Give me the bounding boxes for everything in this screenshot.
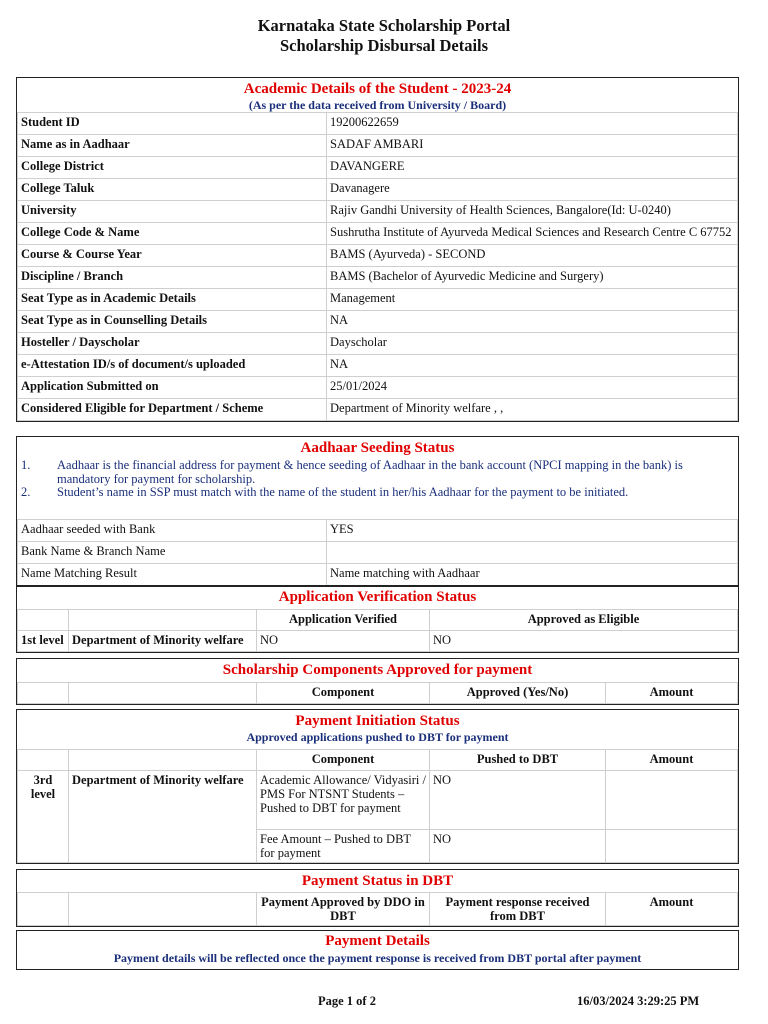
field-value: Davanagere <box>327 179 738 201</box>
field-label: Discipline / Branch <box>18 267 327 289</box>
verification-section <box>16 585 739 653</box>
col-amount: Amount <box>606 750 738 771</box>
field-label: Course & Course Year <box>18 245 327 267</box>
field-label: University <box>18 201 327 223</box>
academic-section-title: Academic Details of the Student - 2023-24 <box>243 81 512 97</box>
col-approved-yes-no: Approved (Yes/No) <box>430 683 606 704</box>
components-section-title: Scholarship Components Approved for payment <box>222 662 533 678</box>
table-row <box>18 113 738 135</box>
aadhaar-note-1: Aadhaar is the financial address for payment & hence seeding of Aadhaar in the bank account (NPCI mapping in the bank) is mandatory for payment for scholarship. <box>57 458 683 486</box>
col-component: Component <box>257 683 430 704</box>
component-name: Fee Amount – Pushed to DBT for payment <box>257 830 430 863</box>
payment-details-section <box>16 930 739 970</box>
col-component: Component <box>257 750 430 771</box>
page-number: Page 1 of 2 <box>318 994 376 1008</box>
aadhaar-table <box>17 519 738 586</box>
field-value: NA <box>327 311 738 333</box>
academic-details-section <box>16 77 739 422</box>
field-value: Name matching with Aadhaar <box>327 564 738 586</box>
note-number: 1. <box>21 458 31 472</box>
table-row <box>18 333 738 355</box>
table-row <box>18 289 738 311</box>
field-label: Application Submitted on <box>18 377 327 399</box>
table-row <box>18 542 738 564</box>
component-name: Academic Allowance/ Vidyasiri / PMS For NTSNT Students – Pushed to DBT for payment <box>257 771 430 830</box>
page-title: Scholarship Disbursal Details <box>279 36 489 55</box>
print-timestamp: 16/03/2024 3:29:25 PM <box>577 994 700 1008</box>
field-label: Name as in Aadhaar <box>18 135 327 157</box>
table-row <box>18 520 738 542</box>
table-row <box>18 201 738 223</box>
approved-eligible-value: NO <box>430 631 738 652</box>
aadhaar-section-title: Aadhaar Seeding Status <box>300 440 455 456</box>
field-label: Aadhaar seeded with Bank <box>18 520 327 542</box>
verification-department: Department of Minority welfare <box>69 631 257 652</box>
amount-value <box>606 830 738 863</box>
portal-title: Karnataka State Scholarship Portal <box>257 16 511 35</box>
field-value: Sushrutha Institute of Ayurveda Medical Sciences and Research Centre C 67752 <box>327 223 738 245</box>
col-payment-approved-ddo: Payment Approved by DDO in DBT <box>257 893 430 926</box>
aadhaar-notes <box>17 457 738 519</box>
field-label: Seat Type as in Academic Details <box>18 289 327 311</box>
payment-initiation-section <box>16 709 739 864</box>
field-value: YES <box>327 520 738 542</box>
pushed-to-dbt-value: NO <box>430 771 606 830</box>
initiation-section-subtitle: Approved applications pushed to DBT for payment <box>246 730 509 744</box>
field-value: SADAF AMBARI <box>327 135 738 157</box>
field-value: BAMS (Ayurveda) - SECOND <box>327 245 738 267</box>
verification-table <box>17 609 738 652</box>
field-label: College Taluk <box>18 179 327 201</box>
verification-level: 1st level <box>18 631 69 652</box>
field-label: Bank Name & Branch Name <box>18 542 327 564</box>
table-row <box>18 223 738 245</box>
table-row <box>18 267 738 289</box>
field-value: Rajiv Gandhi University of Health Sciences, Bangalore(Id: U-0240) <box>327 201 738 223</box>
field-label: Name Matching Result <box>18 564 327 586</box>
aadhaar-seeding-section <box>16 436 739 587</box>
field-value: 25/01/2024 <box>327 377 738 399</box>
field-value: NA <box>327 355 738 377</box>
table-row <box>18 355 738 377</box>
field-value <box>327 542 738 564</box>
table-row <box>18 377 738 399</box>
field-value: Management <box>327 289 738 311</box>
table-row <box>18 179 738 201</box>
dbt-status-table <box>17 892 738 926</box>
initiation-level: 3rd level <box>18 771 69 863</box>
col-approved-eligible: Approved as Eligible <box>430 610 738 631</box>
table-row <box>18 135 738 157</box>
components-section <box>16 658 739 705</box>
field-label: Seat Type as in Counselling Details <box>18 311 327 333</box>
col-amount: Amount <box>606 893 738 926</box>
field-label: Considered Eligible for Department / Scheme <box>18 399 327 421</box>
table-row <box>18 245 738 267</box>
initiation-table <box>17 749 738 863</box>
col-payment-response: Payment response received from DBT <box>430 893 606 926</box>
application-verified-value: NO <box>257 631 430 652</box>
academic-section-subtitle: (As per the data received from University / Board) <box>248 98 507 112</box>
field-value: DAVANGERE <box>327 157 738 179</box>
initiation-section-title: Payment Initiation Status <box>295 713 460 729</box>
payment-details-title: Payment Details <box>325 933 430 949</box>
field-value: Department of Minority welfare , , <box>327 399 738 421</box>
table-row <box>18 399 738 421</box>
col-application-verified: Application Verified <box>257 610 430 631</box>
note-number: 2. <box>21 485 31 499</box>
field-label: Student ID <box>18 113 327 135</box>
amount-value <box>606 771 738 830</box>
table-row <box>18 311 738 333</box>
initiation-department: Department of Minority welfare <box>69 771 257 863</box>
col-amount: Amount <box>606 683 738 704</box>
field-label: e-Attestation ID/s of document/s uploaded <box>18 355 327 377</box>
col-pushed-to-dbt: Pushed to DBT <box>430 750 606 771</box>
field-label: College District <box>18 157 327 179</box>
payment-details-subtitle: Payment details will be reflected once the payment response is received from DBT portal after payment <box>113 951 642 965</box>
dbt-status-section <box>16 869 739 927</box>
table-row <box>18 157 738 179</box>
aadhaar-note-2: Student’s name in SSP must match with the name of the student in her/his Aadhaar for the payment to be initiated. <box>57 485 629 499</box>
components-table <box>17 682 738 704</box>
field-label: College Code & Name <box>18 223 327 245</box>
field-value: BAMS (Bachelor of Ayurvedic Medicine and Surgery) <box>327 267 738 289</box>
field-label: Hosteller / Dayscholar <box>18 333 327 355</box>
dbt-status-section-title: Payment Status in DBT <box>301 873 454 889</box>
field-value: 19200622659 <box>327 113 738 135</box>
field-value: Dayscholar <box>327 333 738 355</box>
academic-table <box>17 112 738 421</box>
verification-section-title: Application Verification Status <box>278 589 477 605</box>
pushed-to-dbt-value: NO <box>430 830 606 863</box>
table-row <box>18 564 738 586</box>
